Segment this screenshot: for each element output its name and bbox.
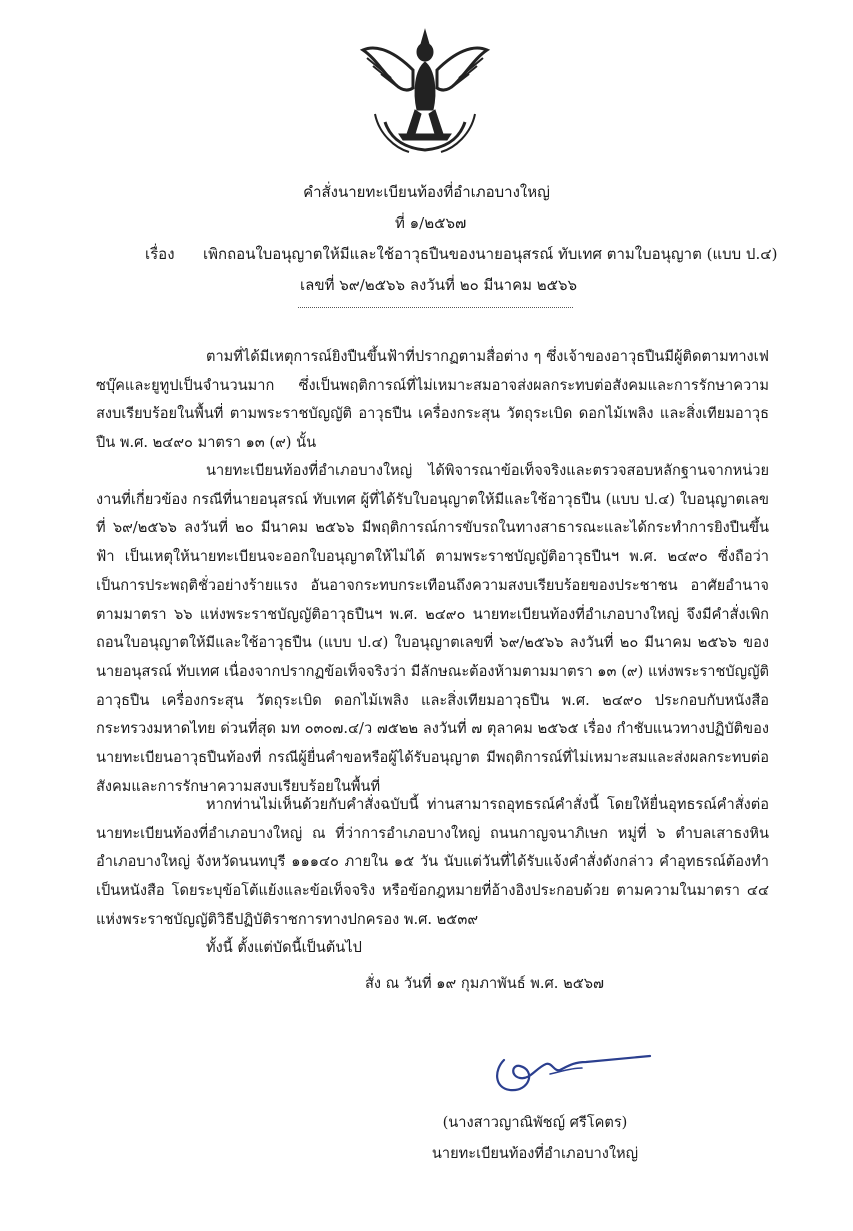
dotted-divider [298,307,573,308]
paragraph-background: ตามที่ได้มีเหตุการณ์ยิงปืนขึ้นฟ้าที่ปรากฏตามสื่อต่าง ๆ ซึ่งเจ้าของอาวุธปืนมีผู้ติดตามทางเฟซบุ๊คและยูทูปเป็นจำนวนมาก ซึ่งเป็นพฤติการณ์ที่ไม่เหมาะสมอาจส่งผลกระทบต่อสังคมและการรักษาความสงบเรียบร้อยในพื้นที่ ตามพระราชบัญญัติ อาวุธปืน เครื่องกระสุน วัตถุระเบิด ดอกไม้เพลิง และสิ่งเทียมอาวุธปืน พ.ศ. ๒๔๙๐ มาตรา ๑๓ (๙) นั้น [96,348,769,452]
issue-date: สั่ง ณ วันที่ ๑๙ กุมภาพันธ์ พ.ศ. ๒๕๖๗ [365,975,604,992]
order-title: คำสั่งนายทะเบียนท้องที่อำเภอบางใหญ่ [303,183,550,201]
signer-name: (นางสาวญาณิพัชญ์ ศรีโคตร) [442,1114,628,1131]
paragraph-appeal: หากท่านไม่เห็นด้วยกับคำสั่งฉบับนี้ ท่านสามารถอุทธรณ์คำสั่งนี้ โดยให้ยื่นอุทธรณ์คำสั่งต่อนายทะเบียนท้องที่อำเภอบางใหญ่ ณ ที่ว่าการอำเภอบางใหญ่ ถนนกาญจนาภิเษก หมู่ที่ ๖ ตำบลเสาธงหิน อำเภอบางใหญ่ จังหวัดนนทบุรี ๑๑๑๔๐ ภายใน ๑๕ วัน นับแต่วันที่ได้รับแจ้งคำสั่งดังกล่าว คำอุทธรณ์ต้องทำเป็นหนังสือ โดยระบุข้อโต้แย้งและข้อเท็จจริง หรือข้อกฎหมายที่อ้างอิงประกอบด้วย ตามความในมาตรา ๔๔ แห่งพระราชบัญญัติวิธีปฏิบัติราชการทางปกครอง พ.ศ. ๒๕๓๙ [96,796,769,928]
subject-text-continued: เลขที่ ๖๙/๒๕๖๖ ลงวันที่ ๒๐ มีนาคม ๒๕๖๖ [300,276,578,294]
paragraph-decision: นายทะเบียนท้องที่อำเภอบางใหญ่ ได้พิจารณาข้อเท็จจริงและตรวจสอบหลักฐานจากหน่วยงานที่เกี่ยวข้อง กรณีที่นายอนุสรณ์ ทับเทศ ผู้ที่ได้รับใบอนุญาตให้มีและใช้อาวุธปืน (แบบ ป.๔) ใบอนุญาตเลขที่ ๖๙/๒๕๖๖ ลงวันที่ ๒๐ มีนาคม ๒๕๖๖ มีพฤติการณ์การขับรถในทางสาธารณะและได้กระทำการยิงปืนขึ้นฟ้า เป็นเหตุให้นายทะเบียนจะออกใบอนุญาตให้ไม่ได้ ตามพระราชบัญญัติอาวุธปืนฯ พ.ศ. ๒๔๙๐ ซึ่งถือว่าเป็นการประพฤติชั่วอย่างร้ายแรง อันอาจกระทบกระเทือนถึงความสงบเรียบร้อยของประชาชน อาศัยอำนาจตามมาตรา ๖๖ แห่งพระราชบัญญัติอาวุธปืนฯ พ.ศ. ๒๔๙๐ นายทะเบียนท้องที่อำเภอบางใหญ่ จึงมีคำสั่งเพิกถอนใบอนุญาตให้มีและใช้อาวุธปืน (แบบ ป.๔) ใบอนุญาตเลขที่ ๖๙/๒๕๖๖ ลงวันที่ ๒๐ มีนาคม ๒๕๖๖ ของนายอนุสรณ์ ทับเทศ เนื่องจากปรากฏข้อเท็จจริงว่า มีลักษณะต้องห้ามตามมาตรา ๑๓ (๙) แห่งพระราชบัญญัติอาวุธปืน เครื่องกระสุน วัตถุระเบิด ดอกไม้เพลิง และสิ่งเทียมอาวุธปืน พ.ศ. ๒๔๙๐ ประกอบกับหนังสือกระทรวงมหาดไทย ด่วนที่สุด มท ๐๓๐๗.๔/ว ๗๕๒๒ ลงวันที่ ๗ ตุลาคม ๒๕๖๕ เรื่อง กำชับแนวทางปฏิบัติของนายทะเบียนอาวุธปืนท้องที่ กรณีผู้ยื่นคำขอหรือผู้ได้รับอนุญาต มีพฤติการณ์ที่ไม่เหมาะสมและส่งผลกระทบต่อสังคมและการรักษาความสงบเรียบร้อยในพื้นที่ [96,462,769,795]
subject-text: เพิกถอนใบอนุญาตให้มีและใช้อาวุธปืนของนายอนุสรณ์ ทับเทศ ตามใบอนุญาต (แบบ ป.๔) [203,245,778,263]
signer-title: นายทะเบียนท้องที่อำเภอบางใหญ่ [431,1145,639,1162]
order-number: ที่ ๑/๒๕๖๗ [395,214,467,232]
closing-line: ทั้งนี้ ตั้งแต่บัดนี้เป็นต้นไป [206,939,362,956]
handwritten-signature [490,1040,660,1100]
subject-label: เรื่อง [145,245,175,263]
garuda-emblem-icon [355,22,495,157]
